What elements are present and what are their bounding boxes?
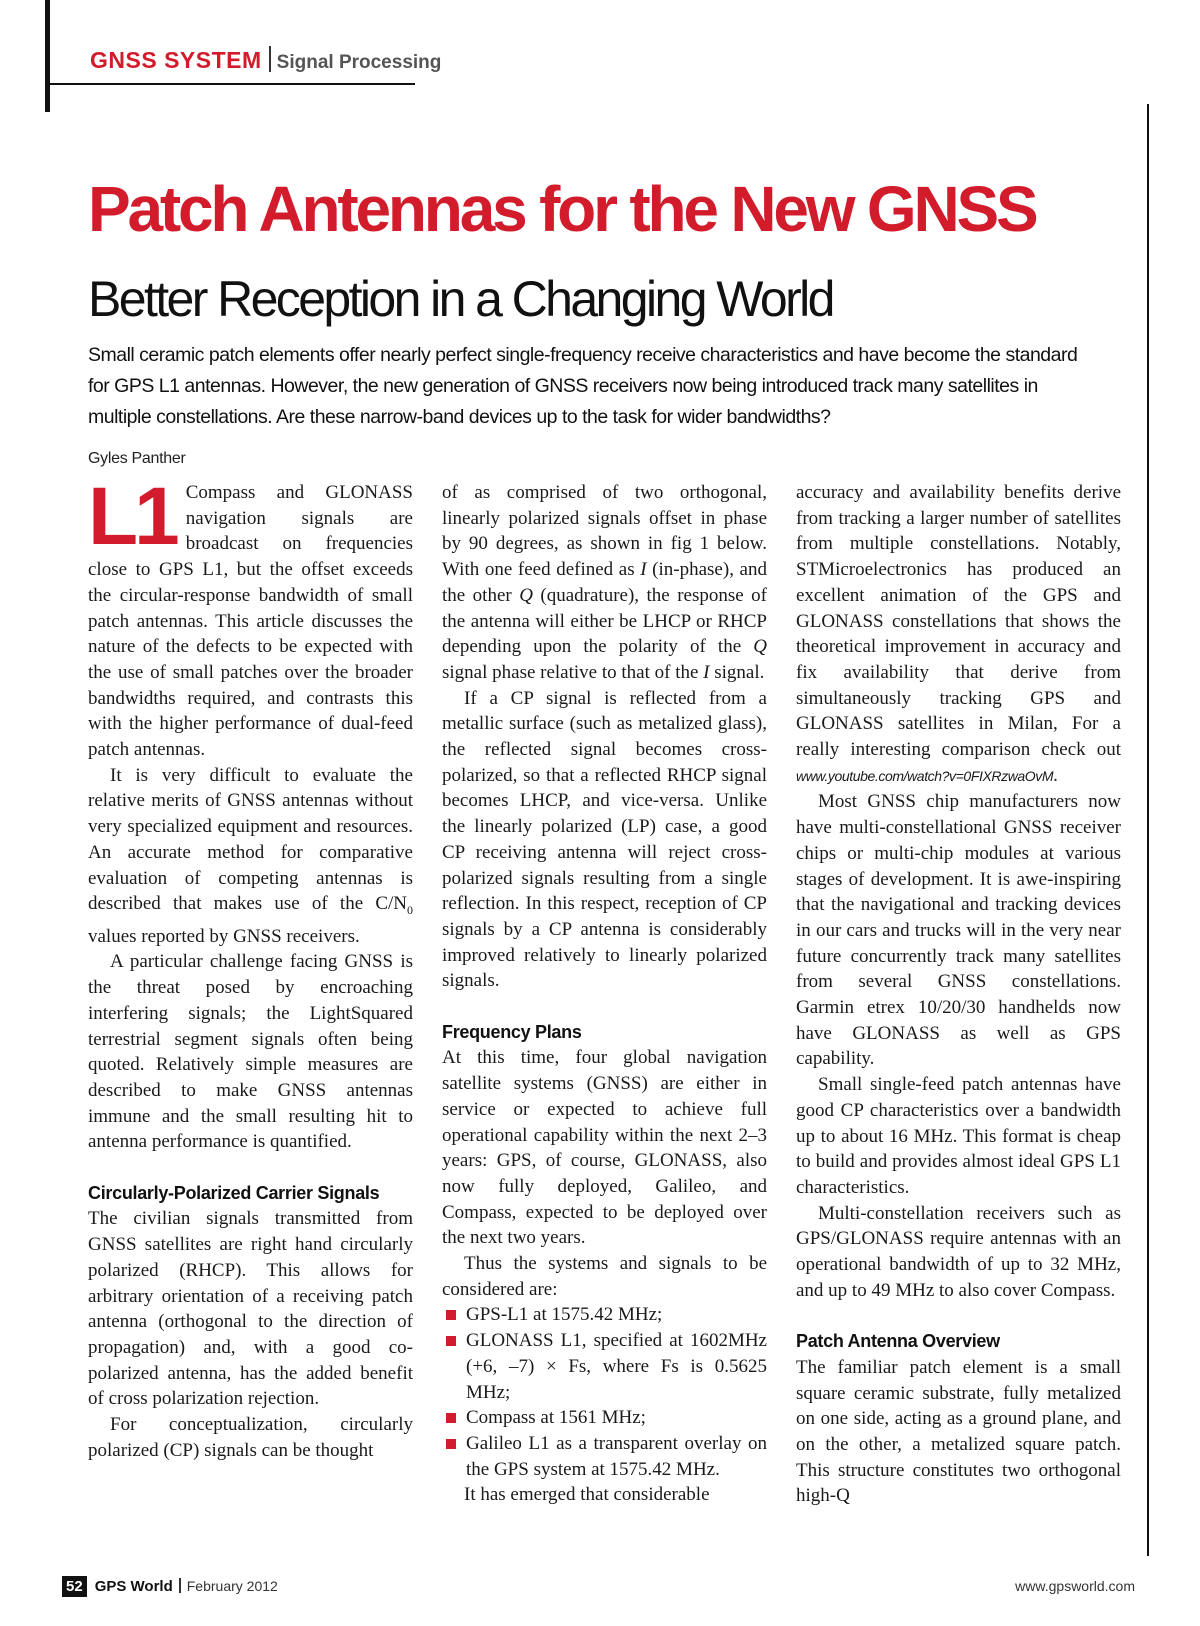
list-item: GPS-L1 at 1575.42 MHz; xyxy=(442,1302,767,1328)
body-paragraph: accuracy and availability benefits derive from tracking a larger number of satellites from multiple constellations. Notably, STMicroelectronics has produced an excellent animation of the GPS and GLONASS constellations that shows the theoretical improvement in accuracy and fix availability that derive from simultaneously tracking GPS and GLONASS satellites in Milan, For a really interesting comparison check out www.youtube.com/watch?v=0FIXRzwaOvM. xyxy=(796,482,1121,786)
intro-paragraph: L1 Compass and GLONASS navigation signals are broadcast on frequencies close to GPS L1, but the offset exceeds the circular-response bandwidth of small patch antennas. This article discusses the nature of the defects to be expected with the use of small patches over the broader bandwidths required, and contrasts this with the higher performance of dual-feed patch antennas. xyxy=(88,480,413,761)
body-paragraph: Multi-constellation receivers such as GPS/GLONASS require antennas with an operational bandwidth of up to 32 MHz, and up to 49 MHz to also cover Compass. xyxy=(796,1202,1121,1301)
website-url[interactable]: www.gpsworld.com xyxy=(1015,1578,1135,1594)
body-paragraph: At this time, four global navigation satellite systems (GNSS) are either in service or expected to achieve full operational capability within the next 2–3 years: GPS, of course, GLONASS, also now fully deployed, Galileo, and Compass, expected to be deployed over the next two years. xyxy=(442,1047,767,1249)
section-heading: Patch Antenna Overview xyxy=(796,1331,1000,1352)
body-paragraph: Thus the systems and signals to be considered are: xyxy=(442,1253,767,1300)
article-dek: Small ceramic patch elements offer nearly perfect single-frequency receive characteristics and have become the standard for GPS L1 antennas. However, the new generation of GNSS receivers now being introduced track many satellites in multiple constellations. Are these narrow-band devices up to the task for wider bandwidths? xyxy=(88,344,1078,428)
body-paragraph: Small single-feed patch antennas have good CP characteristics over a bandwidth up to about 16 MHz. This format is cheap to build and provides almost ideal GPS L1 characteristics. xyxy=(796,1074,1121,1198)
body-paragraph: of as comprised of two orthogonal, linearly polarized signals offset in phase by 90 degrees, as shown in fig 1 below. With one feed defined as I (in-phase), and the other Q (quadrature), the response of the antenna will either be LHCP or RHCP depending upon the polarity of the Q signal phase relative to that of the I signal. xyxy=(442,482,767,683)
page-number: 52 xyxy=(62,1576,87,1597)
header-rule xyxy=(45,83,415,85)
issue-date: February 2012 xyxy=(186,1578,278,1594)
section-label: GNSS SYSTEM xyxy=(90,47,262,73)
column-2 xyxy=(442,480,767,1542)
signal-list xyxy=(442,1302,767,1482)
right-margin-rule xyxy=(1147,104,1149,1556)
header-divider xyxy=(269,46,271,72)
byline: Gyles Panther xyxy=(88,450,186,467)
article-title: Patch Antennas for the New GNSS xyxy=(88,173,1036,245)
body-paragraph: Most GNSS chip manufacturers now have multi-constellational GNSS receiver chips or multi-chip modules at various stages of development. It is awe-inspiring that the navigational and tracking devices in our cars and trucks will in the very near future concurrently track many satellites from several GNSS constellations. Garmin etrex 10/20/30 handhelds now have GLONASS as well as GPS capability. xyxy=(796,791,1121,1070)
column-3 xyxy=(796,480,1121,1542)
subsection-label: Signal Processing xyxy=(276,52,442,73)
drop-cap: L1 xyxy=(88,480,176,562)
section-heading: Frequency Plans xyxy=(442,1021,582,1042)
footer-folio xyxy=(62,1576,278,1597)
body-paragraph: For conceptualization, circularly polarized (CP) signals can be thought xyxy=(88,1414,413,1461)
footer-divider xyxy=(179,1578,181,1593)
article-subtitle: Better Reception in a Changing World xyxy=(88,271,833,327)
list-item: Compass at 1561 MHz; xyxy=(442,1405,767,1431)
body-paragraph: If a CP signal is reflected from a metallic surface (such as metalized glass), the reflected signal becomes cross-polarized, so that a reflected RHCP signal becomes LHCP, and vice-versa. Unlike the linearly polarized (LP) case, a good CP receiving antenna will reject cross-polarized signals resulting from a single reflection. In this respect, reception of CP signals by a CP antenna is considerably improved relatively to linearly polarized signals. xyxy=(442,687,767,992)
running-head xyxy=(90,46,441,74)
list-item: GLONASS L1, specified at 1602MHz (+6, –7) × Fs, where Fs is 0.5625 MHz; xyxy=(442,1328,767,1405)
section-heading: Circularly-Polarized Carrier Signals xyxy=(88,1182,380,1203)
magazine-name: GPS World xyxy=(94,1578,173,1595)
left-margin-rule xyxy=(45,0,50,112)
body-paragraph: The familiar patch element is a small square ceramic substrate, fully metalized on one side, acting as a ground plane, and on the other, a metalized square patch. This structure constitutes two orthogonal high-Q xyxy=(796,1356,1121,1507)
body-paragraph: A particular challenge facing GNSS is the threat posed by encroaching interfering signals; the LightSquared terrestrial segment signals often being quoted. Relatively simple measures are described to make GNSS antennas immune and the small resulting hit to antenna performance is quantified. xyxy=(88,951,413,1153)
body-paragraph: It has emerged that considerable xyxy=(464,1484,710,1506)
youtube-link[interactable]: www.youtube.com/watch?v=0FIXRzwaOvM xyxy=(796,767,1054,784)
column-1 xyxy=(88,480,413,1542)
body-paragraph: It is very difficult to evaluate the relative merits of GNSS antennas without very specialized equipment and resources. An accurate method for comparative evaluation of competing antennas is described that makes use of the $C/N_0$ values reported by GNSS receivers. xyxy=(88,764,413,947)
body-paragraph: The civilian signals transmitted from GNSS satellites are right hand circularly polarized (RHCP). This allows for arbitrary orientation of a receiving patch antenna (orthogonal to the direction of propagation) and, with a good co-polarized antenna, has the added benefit of cross polarization rejection. xyxy=(88,1208,413,1410)
list-item: Galileo L1 as a transparent overlay on the GPS system at 1575.42 MHz. xyxy=(442,1431,767,1482)
